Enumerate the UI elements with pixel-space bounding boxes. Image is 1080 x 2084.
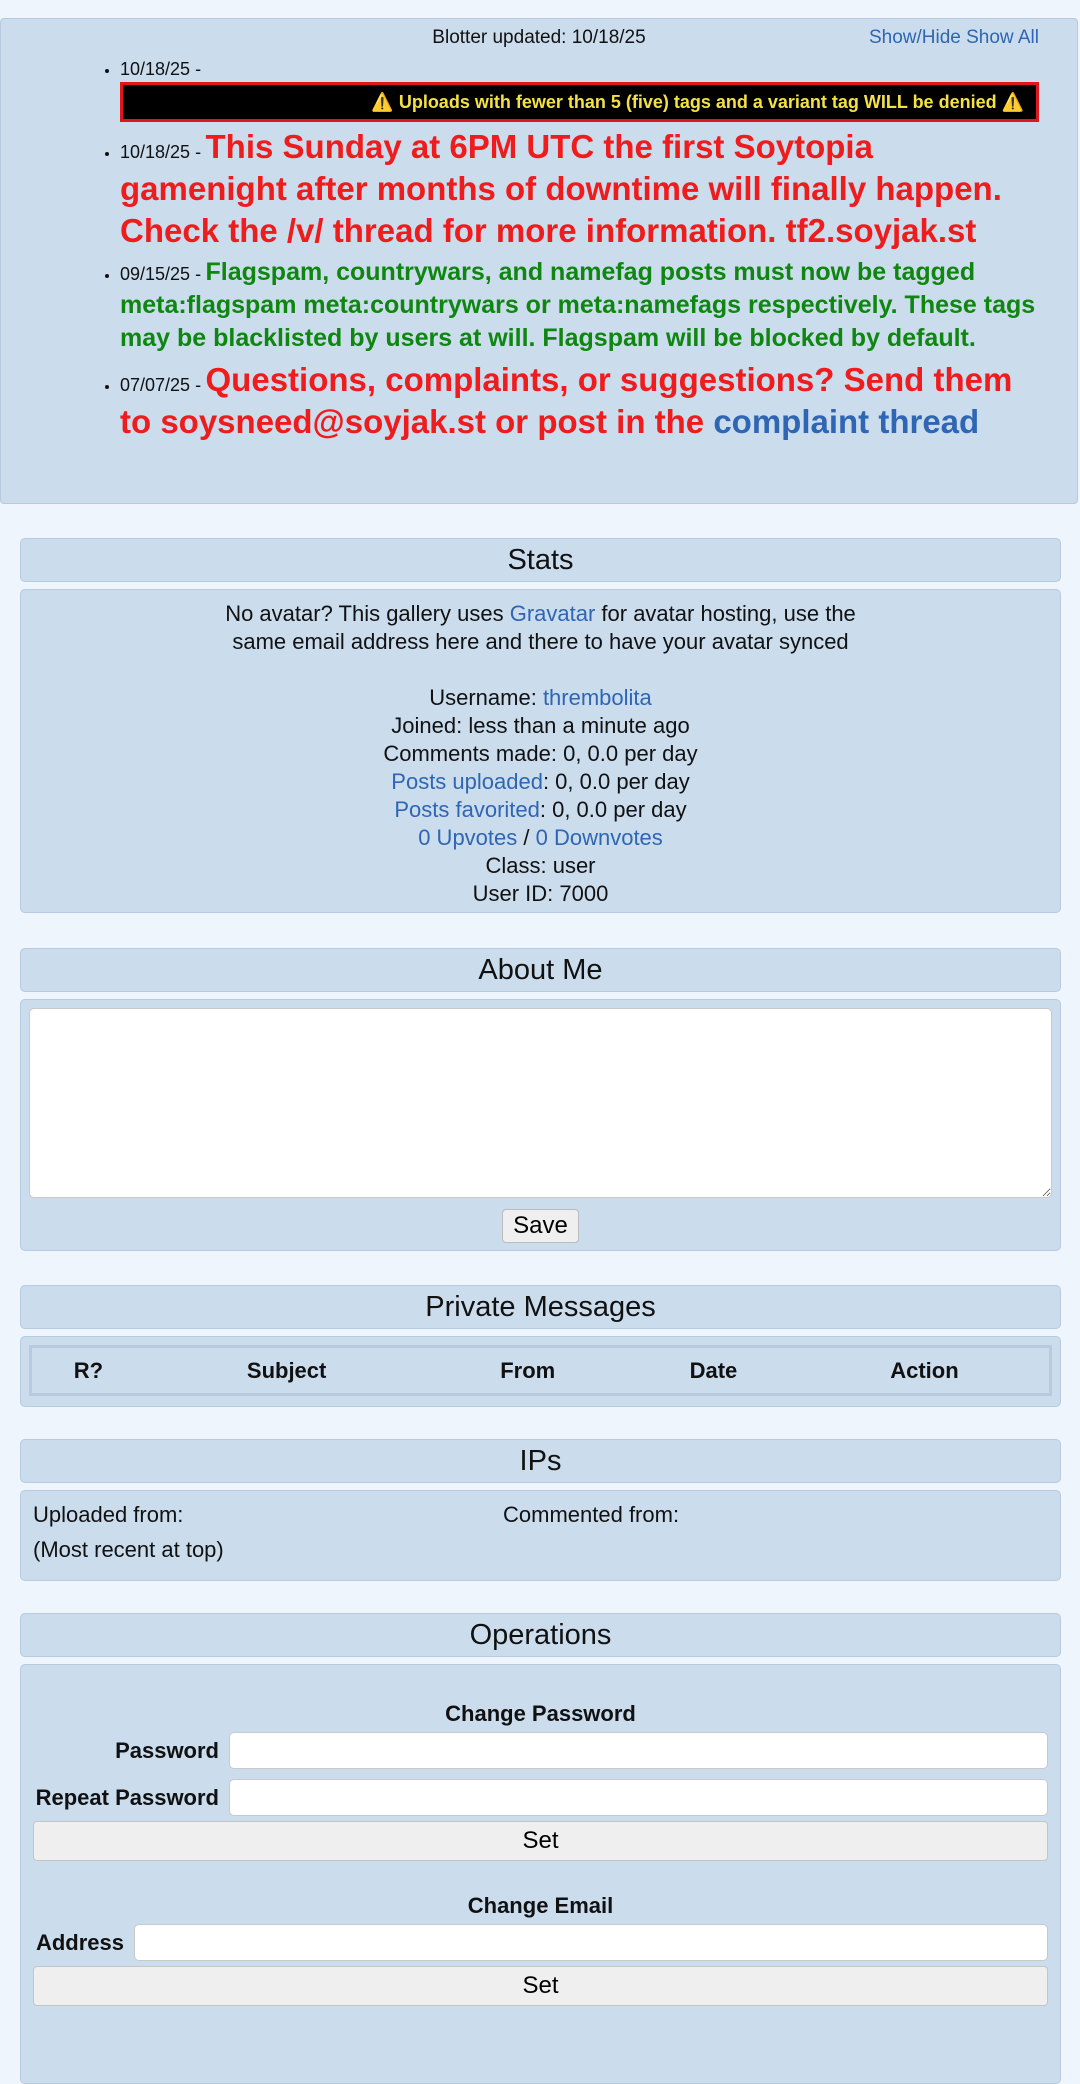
gravatar-link[interactable]: Gravatar bbox=[509, 601, 596, 626]
username-row bbox=[21, 684, 1060, 712]
password-row bbox=[33, 1727, 1048, 1774]
pm-header-row bbox=[31, 1347, 1051, 1395]
blotter-entry bbox=[120, 126, 1039, 252]
change-email-heading: Change Email bbox=[467, 1893, 614, 1918]
commented-from-label: Commented from: bbox=[503, 1502, 680, 1527]
about-section bbox=[20, 948, 1061, 1251]
blotter-entry bbox=[120, 359, 1039, 443]
about-body bbox=[20, 999, 1061, 1251]
pm-table bbox=[29, 1345, 1052, 1396]
pm-col-action: Action bbox=[890, 1357, 959, 1383]
repeat-password-label: Repeat Password bbox=[35, 1784, 219, 1810]
blotter-text: Questions, complaints, or suggestions? Send them to soysneed@soyjak.st or post in the bbox=[120, 361, 1013, 440]
repeat-password-row bbox=[33, 1774, 1048, 1821]
downvotes-link[interactable]: 0 Downvotes bbox=[535, 825, 663, 850]
comments-made: Comments made: 0, 0.0 per day bbox=[383, 741, 698, 766]
avatar-note-text: No avatar? This gallery uses bbox=[225, 601, 510, 626]
email-address-input[interactable] bbox=[134, 1924, 1048, 1961]
user-class: Class: user bbox=[485, 853, 596, 878]
blotter-header bbox=[1, 19, 1077, 59]
posts-uploaded-value: : 0, 0.0 per day bbox=[542, 769, 690, 794]
pm-col-subject: Subject bbox=[246, 1357, 327, 1383]
pm-title: Private Messages bbox=[20, 1285, 1061, 1329]
blotter-entry bbox=[120, 59, 1039, 122]
stats-title: Stats bbox=[20, 538, 1061, 582]
change-password-heading: Change Password bbox=[445, 1701, 636, 1726]
upvotes-link[interactable]: 0 Upvotes bbox=[418, 825, 518, 850]
stats-section bbox=[20, 538, 1061, 913]
avatar-note bbox=[21, 600, 1060, 656]
save-button[interactable]: Save bbox=[502, 1209, 579, 1243]
posts-favorited-row bbox=[21, 796, 1060, 824]
votes-separator: / bbox=[517, 825, 536, 850]
stats-body bbox=[20, 589, 1061, 913]
pm-col-read: R? bbox=[73, 1357, 104, 1383]
username-link[interactable]: thrembolita bbox=[542, 685, 652, 710]
blotter bbox=[0, 18, 1078, 504]
ips-body bbox=[20, 1490, 1061, 1581]
password-input[interactable] bbox=[229, 1732, 1048, 1769]
votes-row bbox=[21, 824, 1060, 852]
operations-title: Operations bbox=[20, 1613, 1061, 1657]
joined: Joined: less than a minute ago bbox=[391, 713, 690, 738]
operations-body bbox=[20, 1664, 1061, 2084]
blotter-entry bbox=[120, 256, 1039, 355]
blotter-date: 09/15/25 - bbox=[120, 264, 202, 284]
blotter-date: 10/18/25 - bbox=[120, 59, 202, 79]
password-label: Password bbox=[115, 1737, 219, 1763]
about-title: About Me bbox=[20, 948, 1061, 992]
about-me-textarea[interactable] bbox=[29, 1008, 1052, 1198]
pm-section bbox=[20, 1285, 1061, 1407]
repeat-password-input[interactable] bbox=[229, 1779, 1048, 1816]
blotter-text-wrap bbox=[120, 361, 1012, 440]
blotter-updated: Blotter updated: 10/18/25 bbox=[432, 27, 646, 48]
posts-favorited-value: : 0, 0.0 per day bbox=[539, 797, 687, 822]
ips-title: IPs bbox=[20, 1439, 1061, 1483]
blotter-date: 07/07/25 - bbox=[120, 375, 202, 395]
ips-section bbox=[20, 1439, 1061, 1581]
address-label: Address bbox=[35, 1929, 124, 1955]
blotter-text: This Sunday at 6PM UTC the first Soytopia gamenight after months of downtime will finally happen. Check the /v/ thread for more information. tf2.soyjak.st bbox=[120, 128, 1002, 249]
blotter-date: 10/18/25 - bbox=[120, 142, 202, 162]
set-password-button[interactable]: Set bbox=[33, 1821, 1048, 1861]
pm-col-from: From bbox=[500, 1357, 556, 1383]
username-label: Username: bbox=[429, 685, 543, 710]
set-email-button[interactable]: Set bbox=[33, 1966, 1048, 2006]
blotter-warning: ⚠️ Uploads with fewer than 5 (five) tags and a variant tag WILL be denied ⚠️ bbox=[120, 82, 1039, 122]
uploaded-from-col bbox=[33, 1497, 224, 1567]
address-row bbox=[33, 1919, 1048, 1966]
posts-uploaded-row bbox=[21, 768, 1060, 796]
avatar-note-text: for avatar hosting, use the same email address here and there to have your avatar synced bbox=[232, 601, 856, 654]
complaint-thread-link[interactable]: complaint thread bbox=[713, 403, 980, 440]
uploaded-from-label: Uploaded from: bbox=[33, 1502, 184, 1527]
operations-section bbox=[20, 1613, 1061, 2084]
blotter-text: Flagspam, countrywars, and namefag posts must now be tagged meta:flagspam meta:countrywars or meta:namefags respectively. These tags may be blacklisted by users at will. Flagspam will be blocked by default. bbox=[120, 258, 1036, 352]
most-recent-note: (Most recent at top) bbox=[33, 1537, 224, 1562]
pm-col-date: Date bbox=[689, 1357, 738, 1383]
posts-uploaded-link[interactable]: Posts uploaded bbox=[391, 769, 543, 794]
blotter-toggle-link[interactable]: Show/Hide Show All bbox=[868, 27, 1039, 48]
pm-body bbox=[20, 1336, 1061, 1407]
blotter-list bbox=[1, 59, 1077, 443]
user-id: User ID: 7000 bbox=[472, 881, 609, 906]
posts-favorited-link[interactable]: Posts favorited bbox=[394, 797, 540, 822]
